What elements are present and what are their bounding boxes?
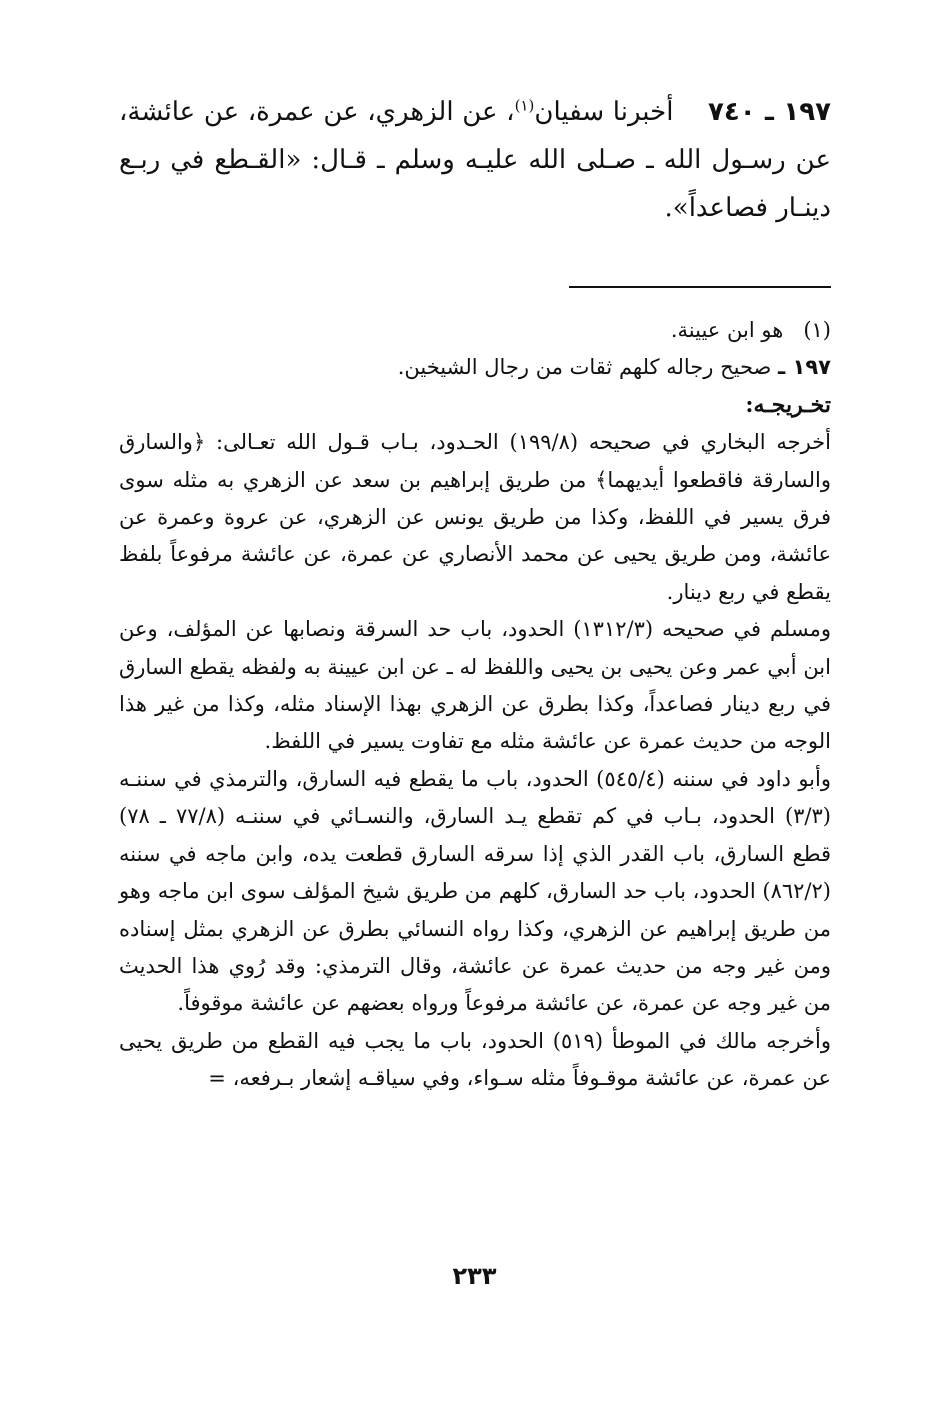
continuation-mark: = xyxy=(208,1066,226,1091)
footnote-marker: (١) xyxy=(514,96,535,115)
takhrij-paragraph-4 xyxy=(119,1023,831,1098)
hadith-text-rest: ، عن الزهري، عن عمرة، عن عائشة، عن رسـول الله ـ صـلى الله عليـه وسلم ـ قـال: «القـطع في ربـع دينـار فصاعداً». xyxy=(119,97,831,223)
takhrij-paragraph-2: ومسلم في صحيحه (١٣١٢/٣) الحدود، باب حد السرقة ونصابها عن المؤلف، وعن ابن أبي عمر وعن يحيى بن يحيى واللفظ له ـ عن ابن عيينة به ولفظه يقطع السارق في ربع دينار فصاعداً، وكذا بطرق عن الزهري بهذا الإسناد مثله، وكذا من غير هذا الوجه من حديث عمرة عن عائشة مثله مع تفاوت يسير في اللفظ. xyxy=(119,617,832,754)
hadith-block xyxy=(119,88,831,232)
grading-line xyxy=(119,349,831,386)
hadith-paragraph xyxy=(119,88,831,232)
footnote-1-marker: (١) xyxy=(803,318,831,342)
takhrij-paragraph-1: أخرجه البخاري في صحيحه (١٩٩/٨) الحـدود، بـاب قـول الله تعـالى: ﴿والسارق والسارقة فاقطعوا أيديهما﴾ من طريق إبراهيم بن سعد عن الزهري به مثله سوى فرق يسير في اللفظ، وكذا من طريق يونس عن الزهري، عن عروة وعمرة عن عائشة، ومن طريق يحيى عن محمد الأنصاري عن عمرة، عن عائشة مرفوعاً بلفظ يقطع في ربع دينار. xyxy=(119,430,831,604)
grading-text: صحيح رجاله كلهم ثقات من رجال الشيخين. xyxy=(397,355,772,380)
page-number: ٢٣٣ xyxy=(452,1262,497,1290)
grading-number: ١٩٧ ـ xyxy=(778,355,831,380)
takhrij-paragraph-4-text: وأخرجه مالك في الموطأ (٥١٩) الحدود، باب ما يجب فيه القطع من طريق يحيى عن عمرة، عن عائشة موقـوفاً مثله سـواء، وفي سياقـه إشعار بـرفعه، xyxy=(119,1028,831,1091)
takhrij-heading: تخـريجـه: xyxy=(745,391,831,418)
takhrij-paragraph-3: وأبو داود في سننه (٥٤٥/٤) الحدود، باب ما يقطع فيه السارق، والترمذي في سننـه (٣/٣) الحدود، بـاب في كم تقطع يـد السارق، والنسـائي في سننـه (٧٧/٨ ـ ٧٨) قطع السارق، باب القدر الذي إذا سرقه السارق قطعت يده، وابن ماجه في سننه (٨٦٢/٢) الحدود، باب حد السارق، كلهم من طريق شيخ المؤلف سوى ابن ماجه وهو من طريق إبراهيم عن الزهري، وكذا رواه النسائي بطرق عن الزهري بمثل إسناده ومن غير وجه من حديث عمرة عن عائشة، وقال الترمذي: وقد رُوي هذا الحديث من غير وجه عن عمرة، عن عائشة مرفوعاً ورواه بعضهم عن عائشة موقوفاً. xyxy=(119,766,831,1016)
footnote-separator xyxy=(569,286,831,288)
footnotes-block xyxy=(119,312,831,1098)
hadith-text-start: أخبرنا سفيان xyxy=(534,97,674,127)
hadith-number: ١٩٧ ـ ٧٤٠ xyxy=(708,97,831,127)
footnote-1 xyxy=(119,312,831,349)
footnote-1-text: هو ابن عيينة. xyxy=(670,318,784,342)
